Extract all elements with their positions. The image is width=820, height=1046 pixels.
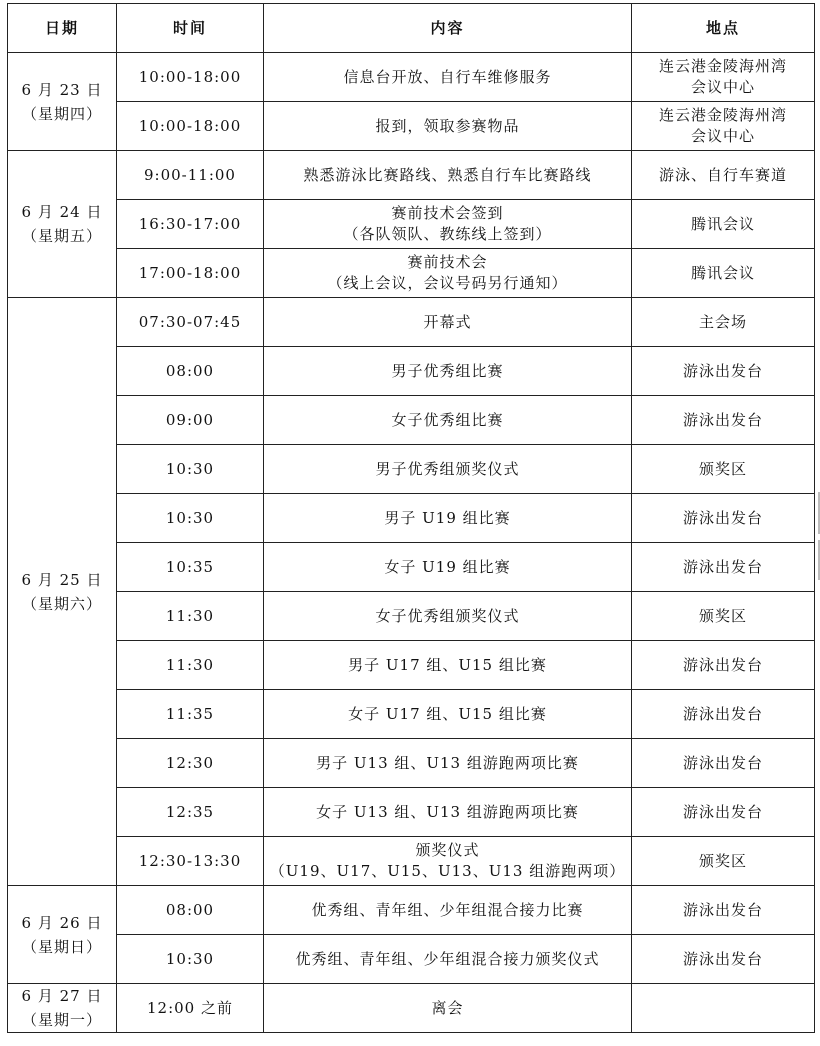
- time-cell: 10:00-18:00: [117, 53, 264, 102]
- time-cell: 10:30: [117, 935, 264, 984]
- content-line: 赛前技术会: [407, 253, 488, 271]
- schedule-body: [8, 53, 815, 1033]
- content-cell: [264, 102, 632, 151]
- location-line: 会议中心: [690, 78, 755, 96]
- location-cell: [632, 935, 815, 984]
- content-cell: [264, 347, 632, 396]
- location-cell: [632, 592, 815, 641]
- content-line: 熟悉游泳比赛路线、熟悉自行车比赛路线: [303, 165, 592, 184]
- time-cell: 12:30-13:30: [117, 837, 264, 886]
- table-row: [8, 200, 815, 249]
- location-line: 腾讯会议: [690, 263, 755, 282]
- content-line: 男子 U13 组、U13 组游跑两项比赛: [316, 753, 579, 772]
- header-time: 时间: [117, 4, 264, 53]
- table-row: [8, 788, 815, 837]
- content-cell: [264, 53, 632, 102]
- table-row: [8, 396, 815, 445]
- content-line: 优秀组、青年组、少年组混合接力比赛: [311, 900, 584, 919]
- location-line: 游泳出发台: [682, 410, 763, 429]
- time-cell: 16:30-17:00: [117, 200, 264, 249]
- table-row: [8, 886, 815, 935]
- weekday-text: （星期一）: [21, 1011, 102, 1029]
- content-line: 男子 U17 组、U15 组比赛: [348, 655, 547, 674]
- header-row: [8, 4, 815, 53]
- content-line: 男子优秀组比赛: [391, 361, 504, 380]
- time-cell: 12:30: [117, 739, 264, 788]
- content-cell: [264, 445, 632, 494]
- time-cell: 11:35: [117, 690, 264, 739]
- content-cell: [264, 739, 632, 788]
- content-line: 女子 U13 组、U13 组游跑两项比赛: [316, 802, 579, 821]
- location-cell: [632, 151, 815, 200]
- location-cell: [632, 445, 815, 494]
- location-cell: [632, 396, 815, 445]
- time-cell: 10:30: [117, 494, 264, 543]
- date-cell: [8, 984, 117, 1033]
- header-content: 内容: [264, 4, 632, 53]
- location-line: 游泳出发台: [682, 949, 763, 968]
- weekday-text: （星期日）: [21, 937, 102, 956]
- content-line: 信息台开放、自行车维修服务: [343, 67, 552, 86]
- content-line: （线上会议，会议号码另行通知）: [327, 274, 568, 292]
- time-cell: 10:35: [117, 543, 264, 592]
- table-row: [8, 543, 815, 592]
- header-location: 地点: [632, 4, 815, 53]
- content-cell: [264, 886, 632, 935]
- location-line: 游泳出发台: [682, 655, 763, 674]
- table-row: [8, 102, 815, 151]
- location-line: 游泳出发台: [682, 508, 763, 527]
- time-cell: 08:00: [117, 886, 264, 935]
- table-row: [8, 298, 815, 347]
- content-line: 女子 U19 组比赛: [384, 557, 511, 576]
- table-row: [8, 690, 815, 739]
- content-line: 女子 U17 组、U15 组比赛: [348, 704, 547, 723]
- location-line: 游泳出发台: [682, 361, 763, 380]
- table-row: [8, 935, 815, 984]
- content-cell: [264, 690, 632, 739]
- schedule-table: [7, 3, 815, 1033]
- date-text: 6 月 26 日: [21, 913, 103, 932]
- content-line: 颁奖仪式: [415, 841, 480, 859]
- location-cell: [632, 641, 815, 690]
- content-cell: [264, 249, 632, 298]
- content-cell: [264, 543, 632, 592]
- content-cell: [264, 592, 632, 641]
- table-row: [8, 494, 815, 543]
- content-cell: [264, 151, 632, 200]
- location-line: 游泳出发台: [682, 557, 763, 576]
- location-line: 主会场: [698, 312, 747, 331]
- location-line: 颁奖区: [698, 851, 747, 870]
- table-row: [8, 641, 815, 690]
- content-cell: [264, 200, 632, 249]
- content-cell: [264, 935, 632, 984]
- content-line: 女子优秀组颁奖仪式: [375, 606, 520, 625]
- location-line: 游泳出发台: [682, 900, 763, 919]
- location-cell: [632, 200, 815, 249]
- location-cell: [632, 886, 815, 935]
- content-line: 报到，领取参赛物品: [375, 116, 520, 135]
- time-cell: 08:00: [117, 347, 264, 396]
- content-cell: [264, 984, 632, 1033]
- table-row: [8, 53, 815, 102]
- content-cell: [264, 788, 632, 837]
- time-cell: 10:00-18:00: [117, 102, 264, 151]
- content-line: 女子优秀组比赛: [391, 410, 504, 429]
- location-line: 颁奖区: [698, 606, 747, 625]
- location-line: 连云港金陵海州湾: [658, 106, 787, 124]
- date-text: 6 月 27 日: [21, 987, 103, 1005]
- content-line: 优秀组、青年组、少年组混合接力颁奖仪式: [295, 949, 600, 968]
- content-line: （U19、U17、U15、U13、U13 组游跑两项）: [269, 862, 626, 880]
- weekday-text: （星期六）: [21, 594, 102, 613]
- content-cell: [264, 396, 632, 445]
- location-cell: [632, 690, 815, 739]
- weekday-text: （星期五）: [21, 227, 102, 245]
- time-cell: 12:35: [117, 788, 264, 837]
- table-row: [8, 984, 815, 1033]
- location-line: 颁奖区: [698, 459, 747, 478]
- location-cell: [632, 494, 815, 543]
- location-line: 游泳出发台: [682, 753, 763, 772]
- header-date: 日期: [8, 4, 117, 53]
- location-cell: [632, 543, 815, 592]
- time-cell: 07:30-07:45: [117, 298, 264, 347]
- table-row: [8, 592, 815, 641]
- date-text: 6 月 23 日: [21, 80, 103, 99]
- location-cell: [632, 984, 815, 1033]
- location-line: 连云港金陵海州湾: [658, 57, 787, 75]
- location-line: 游泳出发台: [682, 704, 763, 723]
- location-line: 腾讯会议: [690, 214, 755, 233]
- content-cell: [264, 837, 632, 886]
- table-row: [8, 445, 815, 494]
- time-cell: 12:00 之前: [117, 984, 264, 1033]
- location-line: 会议中心: [690, 127, 755, 145]
- location-cell: [632, 102, 815, 151]
- content-line: 开幕式: [423, 312, 472, 331]
- content-line: 赛前技术会签到: [391, 204, 504, 222]
- table-row: [8, 249, 815, 298]
- time-cell: 17:00-18:00: [117, 249, 264, 298]
- content-line: 男子 U19 组比赛: [384, 508, 511, 527]
- table-row: [8, 347, 815, 396]
- table-row: [8, 837, 815, 886]
- content-line: 离会: [431, 998, 464, 1017]
- date-cell: [8, 298, 117, 886]
- location-line: 游泳出发台: [682, 802, 763, 821]
- location-cell: [632, 53, 815, 102]
- time-cell: 09:00: [117, 396, 264, 445]
- time-cell: 9:00-11:00: [117, 151, 264, 200]
- date-text: 6 月 24 日: [21, 203, 103, 221]
- content-line: 男子优秀组颁奖仪式: [375, 459, 520, 478]
- location-line: 游泳、自行车赛道: [658, 165, 787, 184]
- location-cell: [632, 298, 815, 347]
- content-cell: [264, 494, 632, 543]
- date-text: 6 月 25 日: [21, 570, 103, 589]
- table-row: [8, 739, 815, 788]
- location-cell: [632, 249, 815, 298]
- time-cell: 10:30: [117, 445, 264, 494]
- content-line: （各队领队、教练线上签到）: [343, 225, 552, 243]
- date-cell: [8, 151, 117, 298]
- table-row: [8, 151, 815, 200]
- date-cell: [8, 53, 117, 151]
- content-cell: [264, 641, 632, 690]
- date-cell: [8, 886, 117, 984]
- location-cell: [632, 837, 815, 886]
- location-cell: [632, 788, 815, 837]
- time-cell: 11:30: [117, 592, 264, 641]
- location-cell: [632, 347, 815, 396]
- time-cell: 11:30: [117, 641, 264, 690]
- content-cell: [264, 298, 632, 347]
- weekday-text: （星期四）: [21, 104, 102, 123]
- location-cell: [632, 739, 815, 788]
